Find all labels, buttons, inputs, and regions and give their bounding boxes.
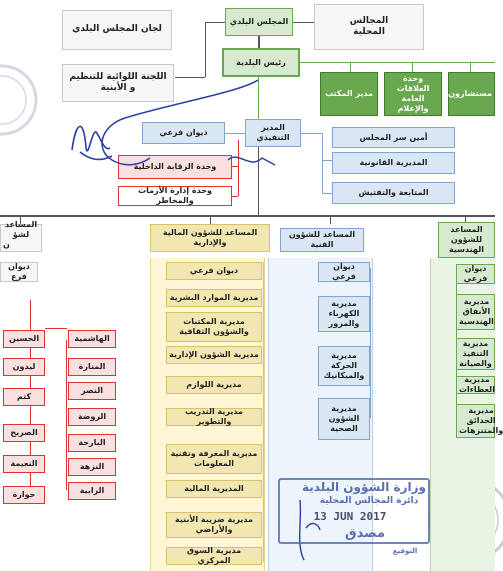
local-councils-label-1: المجالس (349, 15, 389, 26)
legal-directorate-label: المديرية القانونية (359, 158, 428, 167)
office-director-label: مدير المكتب (325, 89, 373, 98)
region-label: ليدون (12, 362, 36, 371)
engineering-item-label: مديرية التنفيذ والصيانة (459, 339, 492, 368)
financial-item-label: مديرية اللوازم (186, 380, 242, 389)
council-secretary-label: أمين سر المجلس (359, 132, 428, 142)
financial-item-label: مديرية السوق المركزي (186, 546, 242, 565)
region-label: حوارة (12, 490, 36, 499)
engineering-item-label: مديرية الأنفاق الهندسية (459, 297, 494, 326)
financial-item-label: المديرية المالية (184, 484, 244, 493)
technical-item-label: ديوان فرعي (332, 262, 356, 281)
engineering-assistant-label: المساعد للشؤون الهندسية (449, 225, 484, 254)
council-label: المجلس البلدي (229, 17, 289, 26)
internal-control-label: وحدة الرقابة الداخلية (133, 162, 217, 171)
technical-item-label: مديرية الكهرباء والمرور (328, 299, 360, 328)
regulations-committee-label: اللجنة اللوائية للتنظيم و الأبنية (69, 71, 167, 93)
stamp-department-label: دائرة المجالس المحلية (319, 496, 419, 507)
admin-assistant-label-1: المساعد لشؤ (4, 220, 38, 239)
engineering-item-label: مديرية العطاءات (459, 375, 495, 394)
region-label: النعيمة (10, 459, 38, 468)
financial-item-label: مديرية الشؤون الإدارية (169, 350, 259, 359)
financial-item-label: مديرية المكتبات والشؤون الثقافية (179, 317, 249, 336)
stamp-signature-text: التوقيع (392, 546, 418, 555)
consultants-label: مستشارون (448, 89, 492, 98)
council-committees-label: لجان المجلس البلدي (72, 24, 162, 35)
executive-director-label: المدير التنفيذي (256, 123, 290, 142)
stamp-certified (330, 526, 400, 542)
region-label: كتم (16, 392, 32, 401)
pen-loop-mark (102, 80, 258, 165)
technical-item-label: مديرية الشؤون الصحية (328, 404, 360, 433)
pen-arrow-mark (228, 157, 275, 165)
followup-inspection-label: المتابعة والتفتيش (358, 188, 429, 197)
region-label: النصر (81, 386, 103, 395)
financial-item-label: مديرية التدريب والتطوير (185, 407, 243, 426)
region-label: الصريح (10, 428, 38, 437)
stamp-ministry (300, 480, 428, 494)
stamp-date-label: 13 JUN 2017 (313, 510, 387, 524)
region-label: الحسين (8, 334, 40, 343)
region-label: النزهة (79, 462, 105, 471)
stamp-department (310, 496, 428, 508)
engineering-item-label: مديرية الحدائق والمتنزهات (459, 406, 503, 435)
stamp-date (305, 510, 395, 524)
financial-assistant-label: المساعد للشؤون المالية والإدارية (162, 228, 258, 247)
region-label: الروضة (77, 412, 107, 421)
region-label: الرابية (79, 486, 105, 495)
financial-item-label: مديرية المعرفة وتقنية المعلومات (170, 449, 258, 468)
stamp-ministry-label: وزارة الشؤون البلدية (301, 479, 426, 494)
pr-media-label: وحدة العلاقات العامة والإعلام (396, 74, 430, 113)
executive-sub-office-label: ديوان فرعي (159, 128, 208, 137)
technical-item-label: مديرية الحركة والميكانيك (323, 351, 365, 380)
financial-item-label: مديرية الموارد البشرية (169, 293, 259, 302)
stamp-signature-label (388, 545, 422, 557)
engineering-item-label: ديوان فرعي (463, 264, 488, 283)
stamp-certified-label: مصدق (345, 525, 385, 541)
financial-item-label: ديوان فرعي (189, 266, 239, 275)
admin-assistant-label-2: ن (3, 240, 10, 249)
region-label: المنارة (78, 362, 106, 371)
technical-assistant-label: المساعد للشؤون الفنية (288, 230, 356, 249)
mayor-label: رئيس البلدية (236, 57, 286, 67)
financial-item-label: مديرية ضريبة الأبنية والأراضي (175, 515, 253, 534)
admin-sub-office-label: ديوان فرع (8, 262, 30, 281)
region-label: البارحة (78, 438, 106, 447)
crisis-management-label: وحدة إدارة الأزمات والمخاطر (138, 186, 212, 205)
region-label: الهاشمية (74, 334, 110, 343)
local-councils-label-2: المحلية (353, 27, 385, 37)
